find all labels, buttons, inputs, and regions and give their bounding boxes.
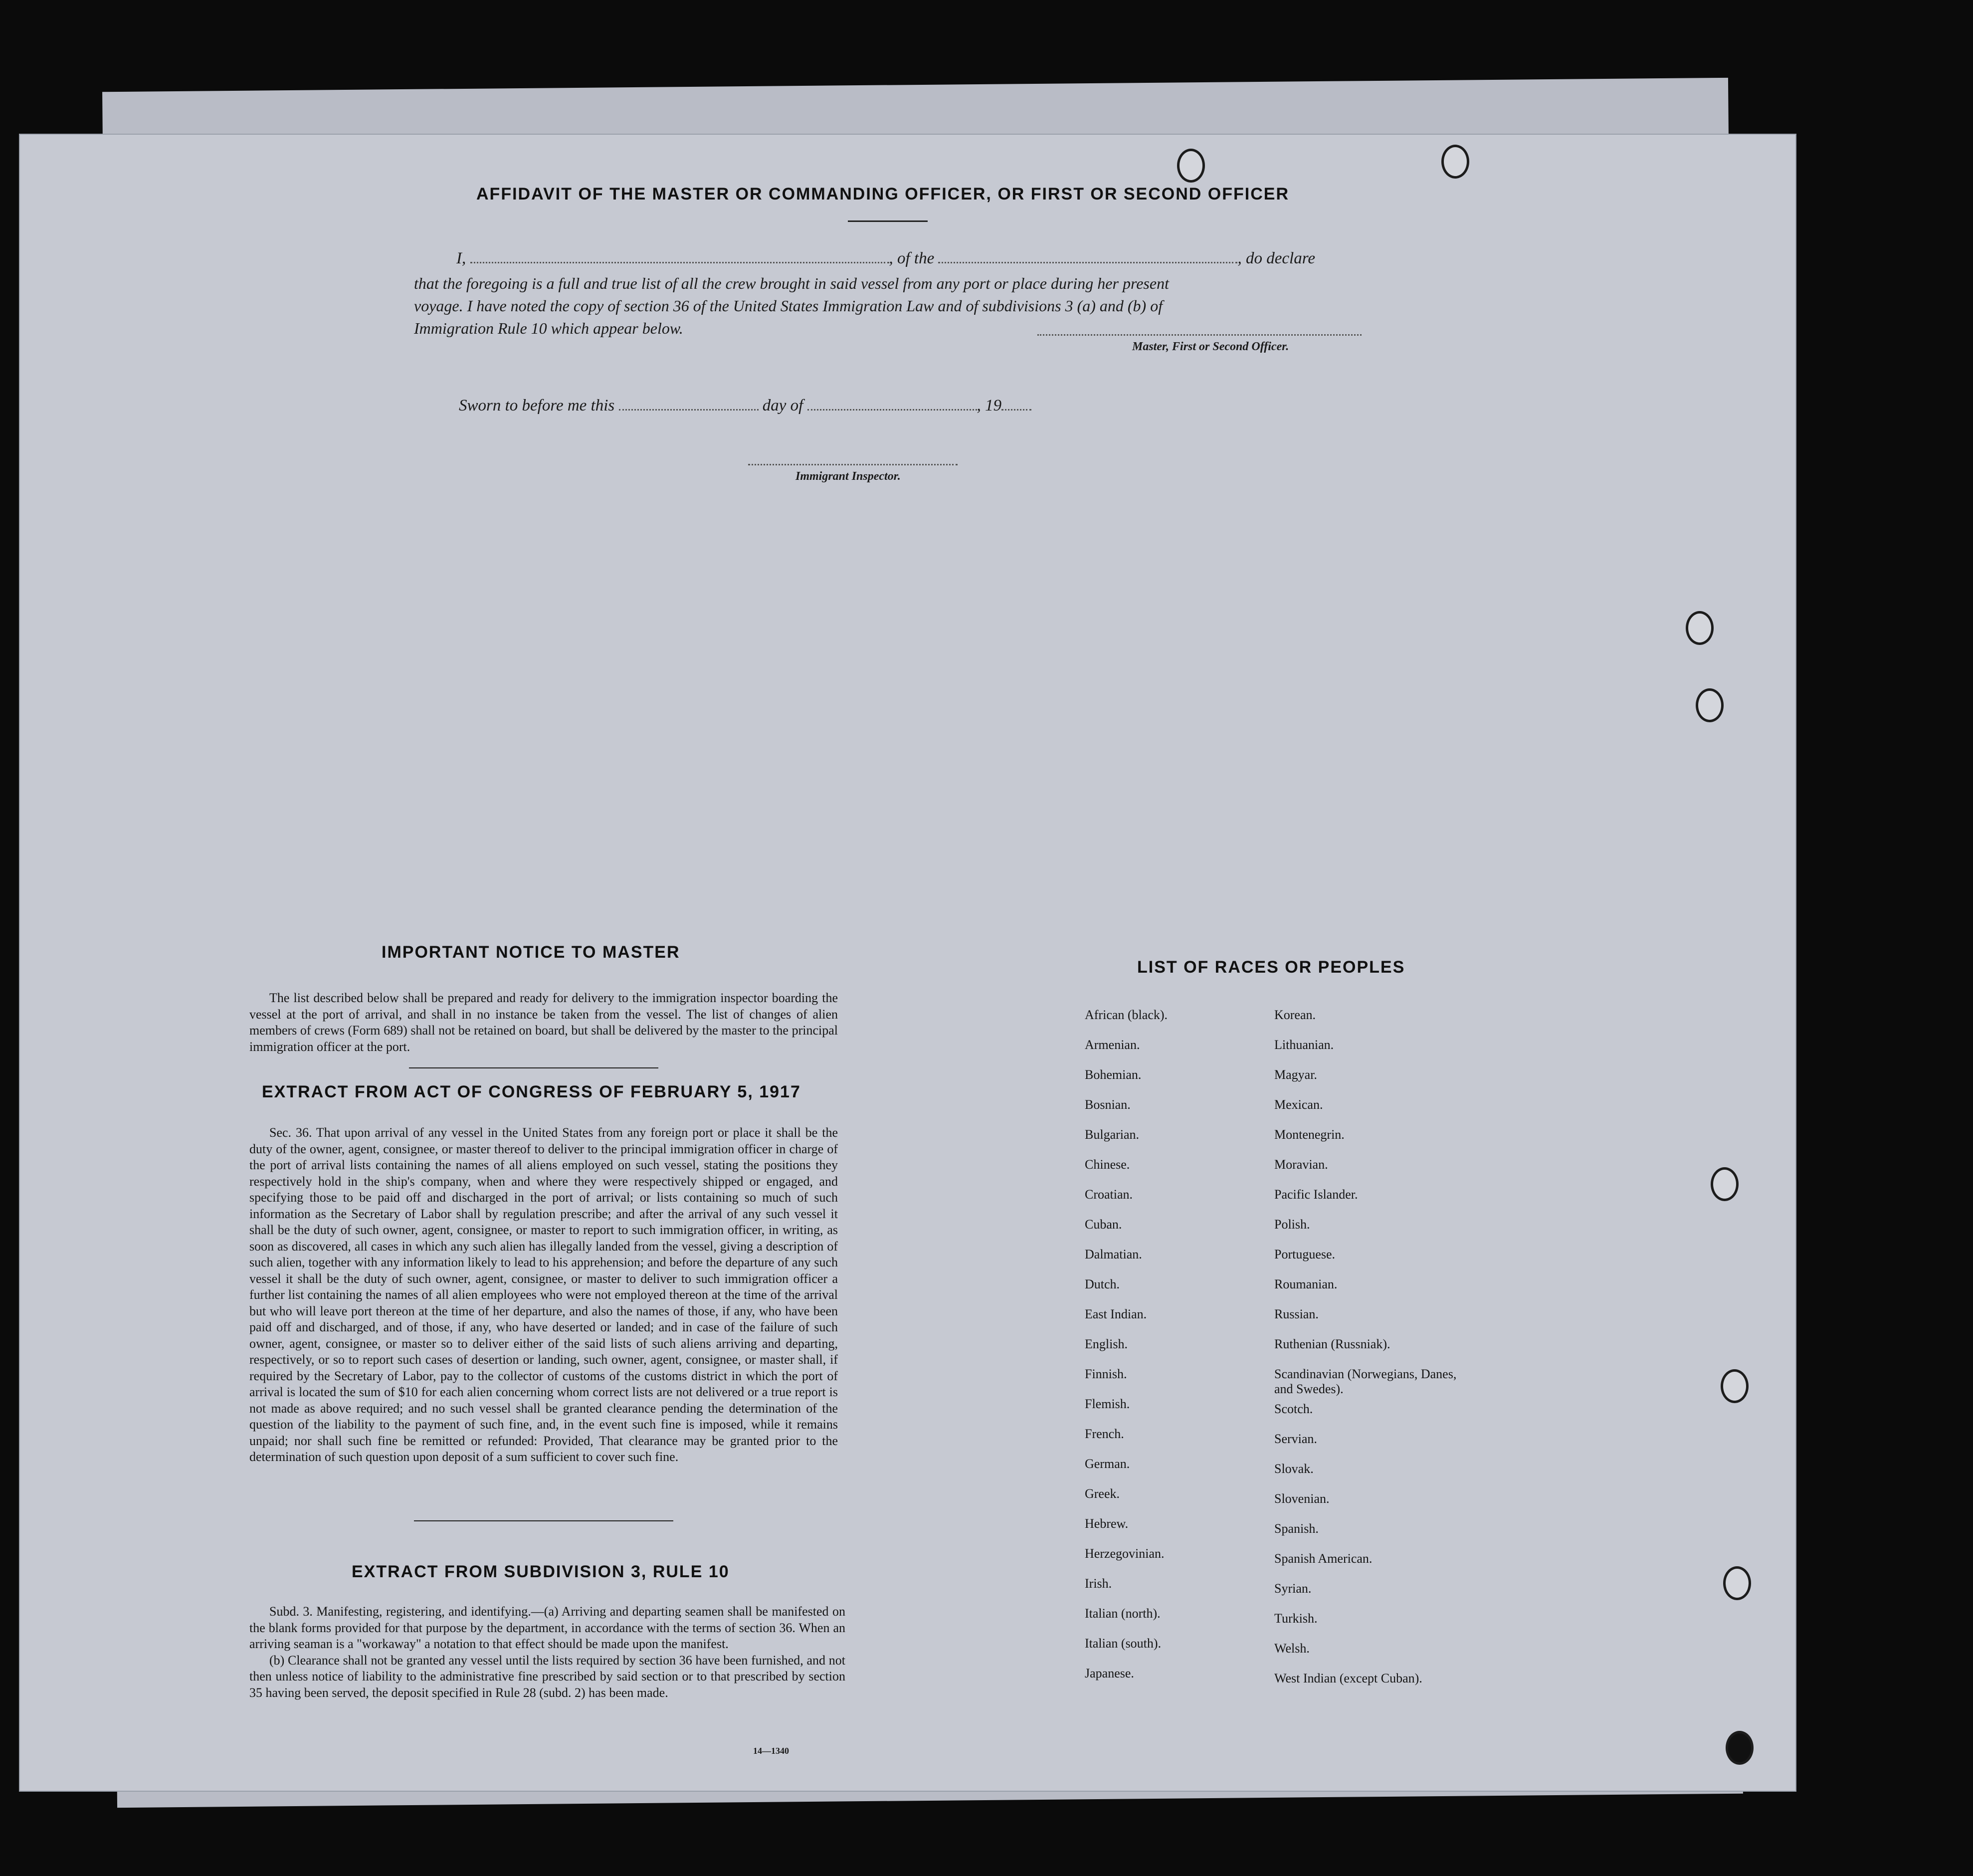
act-title: EXTRACT FROM ACT OF CONGRESS OF FEBRUARY 5, 1917 — [262, 1082, 801, 1101]
race-left: Croatian. — [1085, 1187, 1133, 1202]
declaration-line-1 — [456, 249, 1315, 268]
notice-paragraph: The list described below shall be prepared and ready for delivery to the immigration inspector boarding the vessel at the port of arrival, and shall in no instance be taken from the vessel. The list of changes of alien members of crews (Form 689) shall not be retained on board, but shall be delivered by the master to the principal immigration officer at the port. — [249, 991, 838, 1054]
day-blank — [619, 397, 759, 411]
rule-title: EXTRACT FROM SUBDIVISION 3, RULE 10 — [352, 1562, 730, 1581]
race-left: African (black). — [1085, 1008, 1168, 1022]
declaration-line-4: Immigration Rule 10 which appear below. — [414, 319, 683, 337]
inspector-label: Immigrant Inspector. — [795, 470, 901, 483]
sworn-line — [459, 397, 1031, 415]
race-right: Mexican. — [1274, 1097, 1323, 1112]
name-blank — [470, 250, 889, 263]
race-right: Polish. — [1274, 1217, 1310, 1232]
inspector-blank — [748, 464, 958, 465]
notice-divider — [409, 1067, 658, 1068]
race-left: Hebrew. — [1085, 1516, 1129, 1531]
race-right: Slovenian. — [1274, 1491, 1330, 1506]
race-right: Roumanian. — [1274, 1277, 1338, 1291]
race-right: Portuguese. — [1274, 1247, 1336, 1261]
binder-hole — [1726, 1731, 1754, 1765]
race-left: English. — [1085, 1337, 1128, 1351]
race-left: Greek. — [1085, 1486, 1120, 1501]
race-right: Pacific Islander. — [1274, 1187, 1358, 1202]
act-divider — [414, 1520, 673, 1521]
binder-hole — [1177, 149, 1205, 183]
race-left: East Indian. — [1085, 1307, 1147, 1321]
race-left: Herzegovinian. — [1085, 1546, 1165, 1561]
of-the-label: , of the — [889, 249, 935, 267]
race-left: Bohemian. — [1085, 1067, 1142, 1082]
binder-hole — [1711, 1167, 1739, 1201]
races-title: LIST OF RACES OR PEOPLES — [1137, 958, 1405, 977]
binder-hole — [1723, 1566, 1751, 1600]
race-left: Japanese. — [1085, 1666, 1134, 1680]
race-left: Bosnian. — [1085, 1097, 1131, 1112]
race-right: Slovak. — [1274, 1461, 1314, 1476]
race-right: West Indian (except Cuban). — [1274, 1671, 1422, 1685]
act-paragraph: Sec. 36. That upon arrival of any vessel in the United States from any foreign port or place it shall be the duty of the owner, agent, consignee, or master thereof to deliver to the principal immigration officer in charge of the port of arrival lists containing the names of all aliens employed on such vessel, stating the positions they respectively hold in the ship's company, when and where they were respectively shipped or engaged, and specifying those to be paid off and discharged in the port of arrival; or lists containing so much of such information as the Secretary of Labor shall by regulation prescribe; and after the arrival of any such vessel it shall be the duty of such owner, agent, consignee, or master to report to such immigration officer, in writing, as soon as discovered, all cases in which any such alien has illegally landed from the vessel, giving a description of such alien, together with any information likely to lead to his apprehension; and before the departure of any such vessel it shall be the duty of such owner, agent, consignee, or master to deliver to such immigration officer a further list containing the names of all alien employees who were not employed thereon at the time of the arrival but who will leave port thereon at the time of her departure, and also the names of those, if any, who have been paid off and discharged, and of those, if any, who have deserted or landed; and in case of the failure of such owner, agent, consignee, or master so to deliver either of the said lists of such aliens arriving and departing, respectively, or so to report such cases of desertion or landing, such owner, agent, consignee, or master shall, if required by the Secretary of Labor, pay to the collector of customs of the customs district in which the port of arrival is located the sum of $10 for each alien concerning whom correct lists are not delivered or a true report is not made as above required; and no such vessel shall be granted clearance pending the determination of the question of the liability to the payment of such fine, and, in the event such fine is imposed, while it remains unpaid; nor shall such fine be remitted or refunded: Provided, That clearance may be granted prior to the determination of such question upon deposit of a sum sufficient to cover such fine. — [249, 1125, 838, 1464]
affidavit-title: AFFIDAVIT OF THE MASTER OR COMMANDING OFFICER, OR FIRST OR SECOND OFFICER — [476, 185, 1289, 204]
race-left: Armenian. — [1085, 1038, 1140, 1052]
do-declare-label: , do declare — [1237, 249, 1315, 267]
race-right: Lithuanian. — [1274, 1038, 1334, 1052]
act-text — [249, 1125, 838, 1465]
race-left: Italian (south). — [1085, 1636, 1162, 1651]
form-number: 14—1340 — [753, 1746, 789, 1756]
race-left: Italian (north). — [1085, 1606, 1161, 1621]
race-left: Bulgarian. — [1085, 1127, 1140, 1142]
race-right: Spanish. — [1274, 1521, 1319, 1536]
race-right: Spanish American. — [1274, 1551, 1373, 1566]
binder-hole — [1696, 688, 1724, 722]
race-right: Scandinavian (Norwegians, Danes, and Swedes). — [1274, 1367, 1457, 1396]
title-underline — [848, 220, 928, 222]
sworn-label: Sworn to before me this — [459, 397, 615, 415]
race-right: Russian. — [1274, 1307, 1319, 1321]
binder-hole — [1686, 611, 1714, 645]
race-right: Magyar. — [1274, 1067, 1317, 1082]
year-prefix: , 19 — [977, 397, 1002, 415]
declaration-line-3: voyage. I have noted the copy of section 36 of the United States Immigration Law and of subdivisions 3 (a) and (b) of — [414, 297, 1163, 315]
race-right: Welsh. — [1274, 1641, 1310, 1656]
binder-hole — [1441, 145, 1469, 179]
signature-blank — [1037, 334, 1362, 336]
day-of-label: day of — [762, 397, 803, 415]
month-blank — [807, 397, 977, 411]
signature-label: Master, First or Second Officer. — [1132, 340, 1289, 353]
race-right: Scotch. — [1274, 1402, 1313, 1416]
race-right: Turkish. — [1274, 1611, 1318, 1626]
race-left: French. — [1085, 1427, 1124, 1441]
race-left: German. — [1085, 1457, 1130, 1471]
race-right: Servian. — [1274, 1432, 1317, 1446]
race-left: Dutch. — [1085, 1277, 1120, 1291]
rule-text — [249, 1604, 845, 1701]
race-right: Syrian. — [1274, 1581, 1312, 1596]
race-left: Finnish. — [1085, 1367, 1127, 1381]
race-right: Montenegrin. — [1274, 1127, 1345, 1142]
manifest-back-page — [20, 135, 1795, 1791]
race-left: Irish. — [1085, 1576, 1112, 1591]
race-left: Flemish. — [1085, 1397, 1130, 1411]
race-right: Moravian. — [1274, 1157, 1328, 1172]
race-right: Ruthenian (Russniak). — [1274, 1337, 1390, 1351]
rule-paragraph-a: Subd. 3. Manifesting, registering, and identifying.—(a) Arriving and departing seamen shall be manifested on the blank forms provided for that purpose by the department, in accordance with the terms of section 36. When an arriving seaman is a "workaway" a notation to that effect should be made upon the manifest. — [249, 1604, 845, 1651]
race-left: Dalmatian. — [1085, 1247, 1142, 1261]
declaration-line-2: that the foregoing is a full and true list of all the crew brought in said vessel from any port or place during her present — [414, 274, 1169, 292]
notice-title: IMPORTANT NOTICE TO MASTER — [382, 943, 680, 962]
binder-hole — [1721, 1369, 1749, 1403]
notice-text — [249, 990, 838, 1055]
race-left: Chinese. — [1085, 1157, 1130, 1172]
i-label: I, — [456, 249, 466, 267]
race-left: Cuban. — [1085, 1217, 1122, 1232]
vessel-blank — [938, 250, 1237, 263]
rule-paragraph-b: (b) Clearance shall not be granted any vessel until the lists required by section 36 have been furnished, and not then unless notice of liability to the administrative fine prescribed by said section or to that prescribed by section 35 having been served, the deposit specified in Rule 28 (subd. 2) has been made. — [249, 1653, 845, 1700]
year-blank — [1001, 397, 1031, 411]
race-right: Korean. — [1274, 1008, 1316, 1022]
